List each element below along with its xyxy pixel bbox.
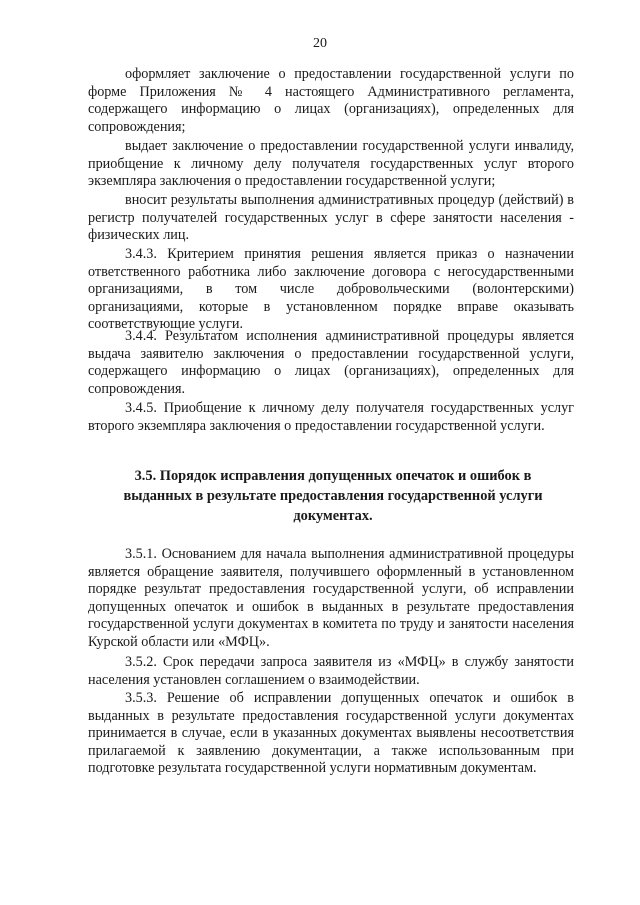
paragraph-conclusion-form: оформляет заключение о предоставлении государственной услуги по форме Приложения № 4 настоящего Административного регламента, содержащего информацию о лицах (организациях), определенных для сопровождения; <box>88 66 574 135</box>
paragraph-issue-conclusion: выдает заключение о предоставлении государственной услуги инвалиду, приобщение к личному делу получателя государственных услуг второго экземпляра заключения о предоставлении государственной услуги; <box>88 138 574 190</box>
paragraph-3-5-3: 3.5.3. Решение об исправлении допущенных опечаток и ошибок в выданных в результате предоставления государственной услуги документах принимается в случае, если в указанных документах выявлены несоответствия прилагаемой к заявлению документации, а также использованным при подготовке результата государственной услуги нормативным документам. <box>88 690 574 777</box>
paragraph-3-4-5: 3.4.5. Приобщение к личному делу получателя государственных услуг второго экземпляра заключения о предоставлении государственной услуги. <box>88 400 574 434</box>
paragraph-register-entry: вносит результаты выполнения административных процедур (действий) в регистр получателей государственных услуг в сфере занятости населения - физических лиц. <box>88 192 574 244</box>
paragraph-3-4-4: 3.4.4. Результатом исполнения административной процедуры является выдача заявителю заключения о предоставлении государственной услуги, содержащего информацию о лицах (организациях), определенных для сопровождения. <box>88 328 574 397</box>
paragraph-3-4-3: 3.4.3. Критерием принятия решения является приказ о назначении ответственного работника либо заключение договора с негосударственными организациями, в том числе добровольческими (волонтерскими) организациями, которые в установленном порядке вправе оказывать соответствующие услуги. <box>88 246 574 333</box>
paragraph-3-5-2: 3.5.2. Срок передачи запроса заявителя из «МФЦ» в службу занятости населения установлен соглашением о взаимодействии. <box>88 654 574 688</box>
section-heading-3-5: 3.5. Порядок исправления допущенных опечаток и ошибок в выданных в результате предоставления государственной услуги документах. <box>123 468 543 524</box>
page-number: 20 <box>313 36 327 51</box>
paragraph-3-5-1: 3.5.1. Основанием для начала выполнения административной процедуры является обращение заявителя, получившего оформленный в установленном порядке результат предоставления государственной услуги, об исправлении допущенных опечаток и ошибок в выданных в результате предоставления государственной услуги документах в комитета по труду и занятости населения Курской области или «МФЦ». <box>88 546 574 650</box>
